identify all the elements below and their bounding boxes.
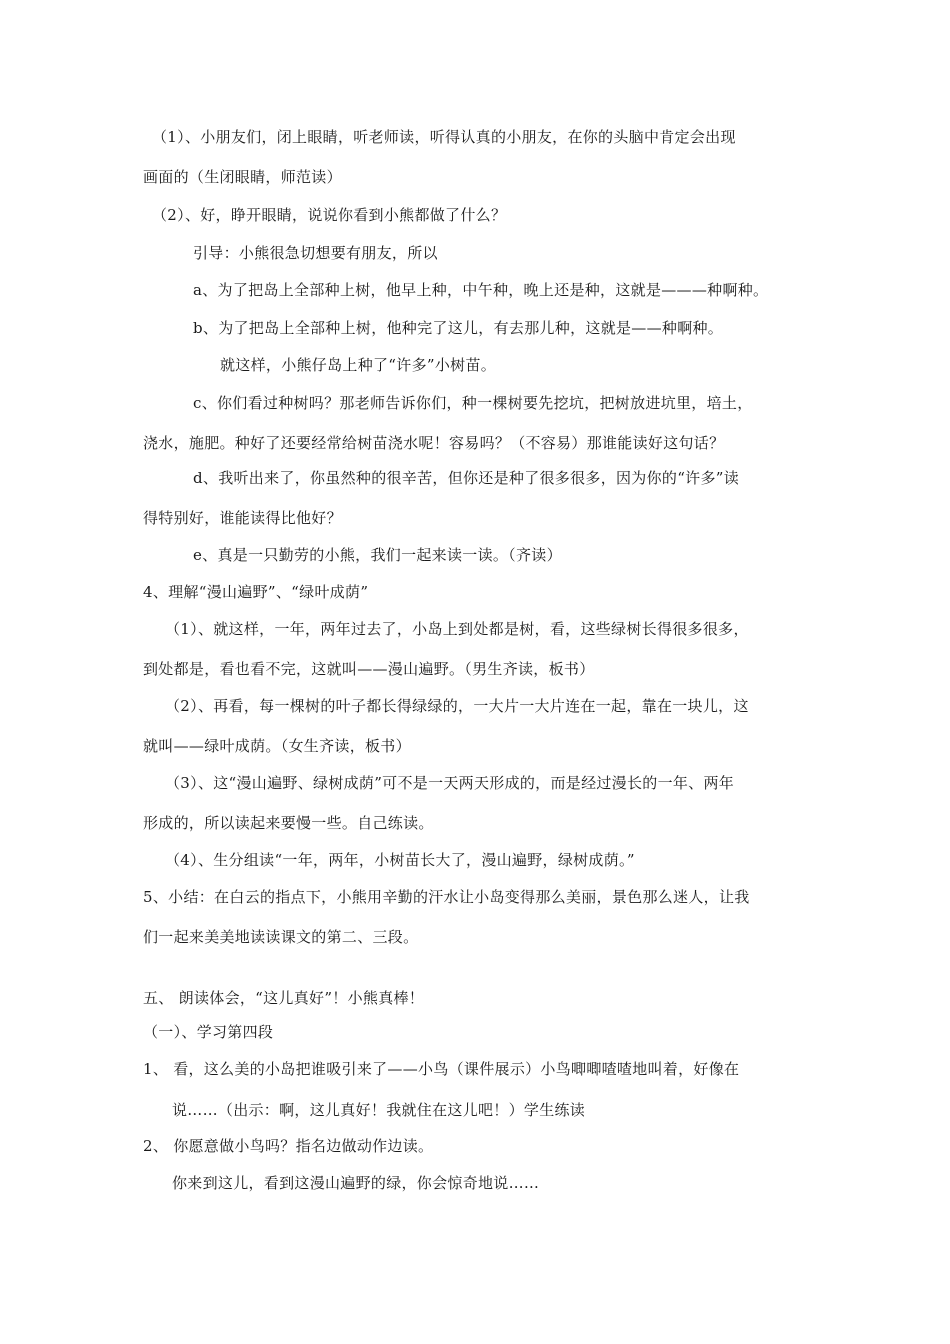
- paragraph-line: （3）、这“漫山遍野、绿树成荫”可不是一天两天形成的，而是经过漫长的一年、两年: [165, 774, 735, 792]
- paragraph-line: b、为了把岛上全部种上树，他种完了这儿，有去那儿种，这就是——种啊种。: [193, 319, 724, 337]
- paragraph-line: 2、 你愿意做小鸟吗？指名边做动作边读。: [143, 1137, 434, 1155]
- paragraph-line: d、我听出来了，你虽然种的很辛苦，但你还是种了很多很多，因为你的“许多”读: [193, 469, 740, 487]
- paragraph-line: 5、小结：在白云的指点下，小熊用辛勤的汗水让小岛变得那么美丽，景色那么迷人，让我: [143, 888, 750, 906]
- paragraph-line: 你来到这儿，看到这漫山遍野的绿，你会惊奇地说……: [172, 1174, 540, 1192]
- paragraph-line: 形成的，所以读起来要慢一些。自己练读。: [143, 814, 434, 832]
- paragraph-line: （1）、小朋友们，闭上眼睛，听老师读，听得认真的小朋友，在你的头脑中肯定会出现: [152, 128, 736, 146]
- paragraph-line: 到处都是，看也看不完，这就叫——漫山遍野。（男生齐读，板书）: [143, 660, 595, 678]
- paragraph-line: 1、 看，这么美的小岛把谁吸引来了——小鸟（课件展示）小鸟唧唧喳喳地叫着，好像在: [143, 1060, 740, 1078]
- paragraph-line: 就叫——绿叶成荫。（女生齐读，板书）: [143, 737, 411, 755]
- paragraph-line: （1）、就这样，一年，两年过去了，小岛上到处都是树，看，这些绿树长得很多很多，: [165, 620, 749, 638]
- paragraph-line: （4）、生分组读“一年，两年，小树苗长大了，漫山遍野，绿树成荫。”: [165, 851, 635, 869]
- paragraph-line: 得特别好，谁能读得比他好？: [143, 509, 342, 527]
- paragraph-line: e、真是一只勤劳的小熊，我们一起来读一读。（齐读）: [193, 546, 562, 564]
- paragraph-line: 引导：小熊很急切想要有朋友，所以: [193, 244, 438, 262]
- paragraph-line: 说……（出示：啊，这儿真好！我就住在这儿吧！）学生练读: [172, 1101, 586, 1119]
- subsection-heading: （一）、学习第四段: [143, 1023, 274, 1041]
- paragraph-line: a、为了把岛上全部种上树，他早上种，中午种，晚上还是种，这就是———种啊种。: [193, 281, 769, 299]
- section-heading: 五、 朗读体会，“这儿真好”！小熊真棒！: [143, 989, 425, 1007]
- paragraph-line: 们一起来美美地读读课文的第二、三段。: [143, 928, 419, 946]
- paragraph-line: （2）、再看，每一棵树的叶子都长得绿绿的，一大片一大片连在一起，靠在一块儿，这: [165, 697, 749, 715]
- paragraph-line: c、你们看过种树吗？那老师告诉你们，种一棵树要先挖坑，把树放进坑里，培土，: [193, 394, 753, 412]
- paragraph-line: 浇水，施肥。种好了还要经常给树苗浇水呢！容易吗？（不容易）那谁能读好这句话？: [143, 434, 725, 452]
- section-heading: 4、理解“漫山遍野”、“绿叶成荫”: [143, 583, 369, 601]
- paragraph-line: （2）、好，睁开眼睛，说说你看到小熊都做了什么？: [152, 206, 507, 224]
- paragraph-line: 画面的（生闭眼睛，师范读）: [143, 168, 342, 186]
- paragraph-line: 就这样，小熊仔岛上种了“许多”小树苗。: [220, 356, 497, 374]
